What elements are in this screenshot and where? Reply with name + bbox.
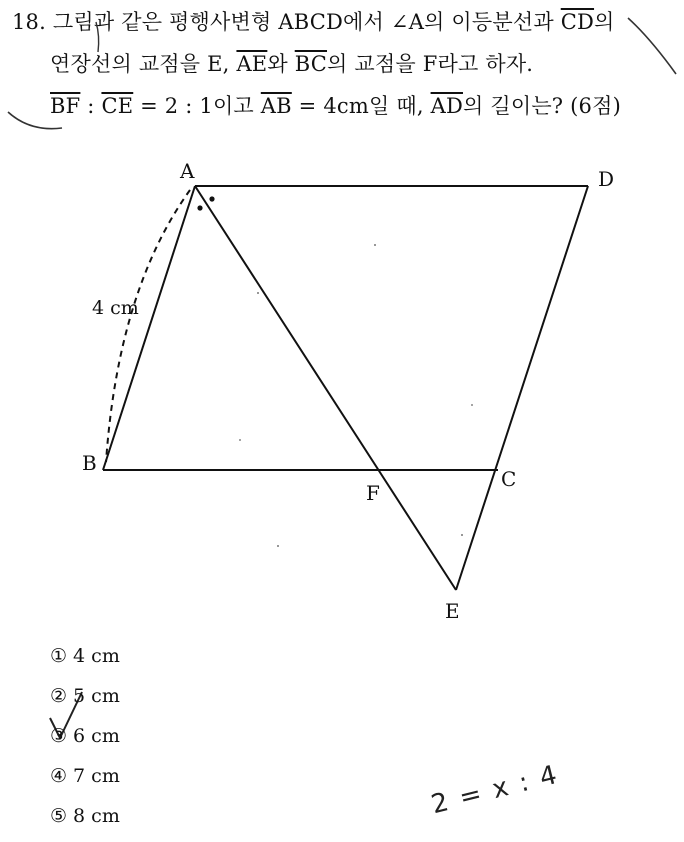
vertex-label-f: F	[366, 481, 380, 505]
question-line-1: 18. 그림과 같은 평행사변형 ABCD에서 ∠A의 이등분선과 $\overline{CD}$의	[12, 10, 615, 34]
side-ab	[103, 186, 195, 470]
choice-5-number: ⑤	[50, 805, 68, 827]
pen-mark-top	[96, 22, 99, 52]
segment-ce: $\overline{CE}$	[101, 94, 134, 118]
choice-4[interactable]	[50, 764, 120, 788]
vertex-label-e: E	[445, 599, 460, 623]
choice-4-number: ④	[50, 765, 68, 787]
segment-bc: $\overline{BC}$	[294, 52, 328, 76]
pen-mark-left	[8, 112, 62, 129]
question-line-2: 연장선의 교점을 E, $\overline{AE}$와 $\overline{BC}$의 교점을 F라고 하자.	[50, 52, 534, 76]
choice-2[interactable]	[50, 684, 120, 708]
segment-cd: $\overline{CD}$	[560, 10, 595, 34]
vertex-label-d: D	[598, 167, 615, 191]
vertex-label-a: A	[180, 159, 195, 183]
pen-mark-right	[628, 18, 676, 74]
choice-1[interactable]	[50, 644, 120, 668]
choice-2-text: 5 cm	[73, 685, 120, 707]
choice-5-text: 8 cm	[73, 805, 120, 827]
choice-4-text: 7 cm	[73, 765, 120, 787]
side-length-label: 4 cm	[92, 297, 139, 319]
question-line-3: $\overline{BF}$ : $\overline{CE} = 2$ : 1이고 $\overline{AB} = 4cm$일 때, $\overline{AD}$의 길이는? (6점)	[50, 94, 621, 118]
side-dc-extended	[456, 186, 588, 590]
choice-3[interactable]	[50, 724, 120, 748]
vertex-label-b: B	[82, 451, 97, 475]
vertex-label-c: C	[501, 467, 517, 491]
question-number: 18.	[12, 10, 46, 34]
choice-1-number: ①	[50, 645, 68, 667]
bisector-ae	[195, 186, 456, 590]
segment-ae: $\overline{AE}$	[236, 52, 268, 76]
segment-ad: $\overline{AD}$	[430, 94, 463, 118]
choice-1-text: 4 cm	[73, 645, 120, 667]
choice-2-number: ②	[50, 685, 68, 707]
segment-bf: $\overline{BF}$	[50, 94, 81, 118]
choice-5[interactable]	[50, 804, 120, 828]
choice-3-number: ③	[50, 725, 68, 747]
angle-mark-dot-2	[209, 196, 214, 201]
handwritten-note: 2 = x : 4	[428, 759, 562, 821]
choice-3-text: 6 cm	[73, 725, 120, 747]
angle-mark-dot-1	[197, 205, 202, 210]
segment-ab: $\overline{AB}$	[260, 94, 292, 118]
